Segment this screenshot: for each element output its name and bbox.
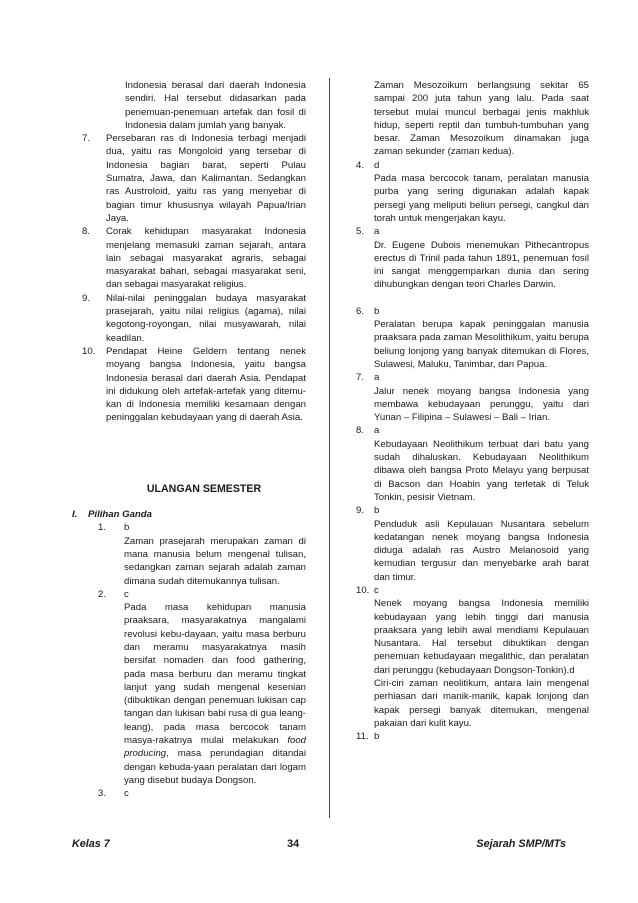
answer-number: 5.: [356, 226, 365, 238]
answer-letter: a: [374, 226, 380, 238]
answer-number: 11.: [356, 731, 369, 743]
list-item-7: [72, 132, 306, 225]
continued-paragraph: Indonesia berasal dari daerah Indonesia sendiri. Hal tersebut didasarkan pada penemuan-penemuan artefak dan fosil di Indonesia dalam jumlah yang banyak.: [125, 80, 306, 131]
answer-1: [72, 521, 306, 587]
answer-6: [352, 305, 589, 371]
answer-9: [352, 504, 589, 584]
page-footer: [72, 838, 566, 850]
answer-explanation: Nenek moyang bangsa Indonesia memiliki kebudayaan yang lebih tinggi dari manusia praaksara yang lebih awal mendiami Kepulauan Nusantara. Hal tersebut dibuktikan dengan penemuan kebudayaan megalithic, dan peralatan dari perunggu (kebudayaan Dongson-Tonkin).d: [374, 598, 589, 676]
answer-letter: a: [374, 425, 380, 437]
subsection-heading: [72, 508, 306, 521]
list-item-8: [72, 225, 306, 291]
answer-explanation: Dr. Eugene Dubois menemukan Pithecantropus erectus di Trinil pada tahun 1891, penemuan fosil ini sangat menggemparkan dunia dan sering dihubungkan dengan teori Charles Darwin.: [374, 239, 589, 291]
list-item-10: [72, 345, 306, 425]
answer-letter: b: [374, 305, 380, 317]
item-number: 10.: [82, 345, 96, 357]
answer-letter: c: [374, 584, 379, 596]
answer-number: 1.: [98, 522, 107, 534]
answer-number: 9.: [356, 505, 365, 517]
answer-number: 3.: [98, 788, 107, 800]
item-number: 9.: [82, 292, 91, 304]
item-text: Corak kehidupan masyarakat Indonesia menjelang memasuki zaman sejarah, antara lain sebagai masyarakat agraris, sebagai masyarakat bahari, sebagai masyarakat seni, dan sebagai masyarakat religius.: [106, 226, 306, 291]
answer-number: 10.: [356, 584, 370, 596]
item-text: Persebaran ras di Indonesia terbagi menjadi dua, yaitu ras Mongoloid yang tersebar di Indonesia bagian barat, seperti Pulau Sumatra, Jawa, dan Kalimantan. Sedangkan ras Austroloid, yaitu ras yang menyebar di bagian timur khususnya wilayah Papua/Irian Jaya.: [106, 133, 306, 224]
item-number: 7.: [82, 133, 91, 145]
item-text: Pendapat Heine Geldern tentang nenek moyang bangsa Indonesia, yaitu bangsa Indonesia berasal dari daerah Asia. Pendapat ini didukung oleh artefak-artefak yang ditemu-kan di Indonesia memiliki kesamaan dengan peninggalan kebudayaan yang di daerah Asia.: [106, 345, 306, 424]
answer-5: [352, 225, 589, 291]
continued-paragraph: Zaman Mesozoikum berlangsung sekitar 65 sampai 200 juta tahun yang lalu. Pada saat tersebut mulai muncul berbagai jenis makhluk hidup, seperti reptil dan tumbuh-tumbuhan yang besar. Zaman Mesozoikum dinamakan juga zaman sekunder (zaman kedua).: [374, 80, 589, 158]
answer-2: [72, 588, 306, 787]
answer-number: 4.: [356, 159, 365, 171]
answer-number: 2.: [98, 588, 107, 600]
answer-letter: b: [374, 731, 380, 743]
answer-explanation: Kebudayaan Neolithikum terbuat dari batu yang sudah dihaluskan. Kebudayaan Neolithikum dibawa oleh bangsa Proto Melayu yang berpusat di Bacson dan Hoabin yang terletak di Teluk Tonkin, pesisir Vietnam.: [374, 438, 589, 503]
answer-explanation-extra: Ciri-ciri zaman neolitikum, antara lain mengenal perhiasan dari manik-manik, kapak lonjong dan kapak persegi banyak ditemukan, mengenal pakaian dari kulit kayu.: [374, 678, 589, 729]
answer-explanation: Jalur nenek moyang bangsa Indonesia yang membawa kebudayaan perunggu, yaitu dari Yunan – Filipina – Sulawesi – Bali – Irian.: [374, 385, 589, 424]
answer-3: [72, 787, 306, 800]
answer-explanation: Peralatan berupa kapak peninggalan manusia praaksara pada zaman Mesolithikum, yaitu berupa beliung lonjong yang banyak ditemukan di Flores, Sulawesi, Maluku, Tanimbar, dan Papua.: [374, 319, 589, 370]
answer-explanation: Zaman prasejarah merupakan zaman di mana manusia belum mengenal tulisan, sedangkan zaman sejarah adalah zaman dimana sudah ditemukannya tulisan.: [124, 535, 306, 587]
footer-subject: Sejarah SMP/MTs: [476, 838, 566, 850]
answer-letter: d: [374, 159, 380, 171]
answer-number: 8.: [356, 425, 365, 437]
subsection-roman: I.: [72, 509, 78, 521]
answer-11: [352, 730, 589, 743]
answer-explanation: Penduduk asli Kepulauan Nusantara sebelum kedatangan nenek moyang bangsa Indonesia diduga adalah ras Austro Melanosoid yang kemudian tergusur dan menyebarke arah barat dan timur.: [374, 518, 589, 583]
item-number: 8.: [82, 226, 91, 238]
answer-explanation: Pada masa bercocok tanam, peralatan manusia purba yang sering digunakan adalah kapak persegi yang meliputi beliun persegi, cangkul dan torah untuk mengerjakan kayu.: [374, 173, 589, 224]
list-item-9: [72, 292, 306, 345]
column-divider: [329, 78, 330, 818]
answer-letter: b: [124, 522, 130, 534]
answer-letter: c: [124, 788, 129, 800]
answer-number: 6.: [356, 305, 365, 317]
footer-class: Kelas 7: [72, 838, 110, 850]
answer-8: [352, 424, 589, 504]
left-column: [72, 79, 306, 801]
subsection-title: Pilihan Ganda: [88, 509, 152, 521]
answer-letter: c: [124, 588, 129, 600]
answer-7: [352, 371, 589, 424]
section-title: ULANGAN SEMESTER: [146, 482, 262, 495]
right-column: [352, 79, 589, 744]
answer-letter: a: [374, 372, 380, 384]
item-text: Nilai-nilai peninggalan budaya masyarakat prasejarah, yaitu nilai religius (agama), nilai kegotong-royongan, nilai musyawarah, nilai keadilan.: [106, 292, 306, 344]
answer-10: [352, 584, 589, 730]
page-number: 34: [287, 838, 300, 850]
answer-number: 7.: [356, 372, 365, 384]
answer-explanation: Pada masa kehidupan manusia praaksara, masyarakatnya mangalami revolusi kebu-dayaan, yaitu masa berburu dan meramu masyarakatnya masih bersifat nomaden dan food gathering, pada masa berburu dan meramu tingkat lanjut yang sudah mengenal kesenian (dibuktikan dengan penemuan lukisan cap tangan dan lukisan babi rusa di gua leang-leang), pada masa bercocok tanam masya-rakatnya mulai melakukan food producing, masa perundagian ditandai dengan kebuda-yaan peralatan dari logam yang disebut budaya Dongson.: [124, 602, 306, 786]
italic-term: food producing: [124, 735, 306, 760]
answer-4: [352, 159, 589, 225]
answer-letter: b: [374, 505, 380, 517]
